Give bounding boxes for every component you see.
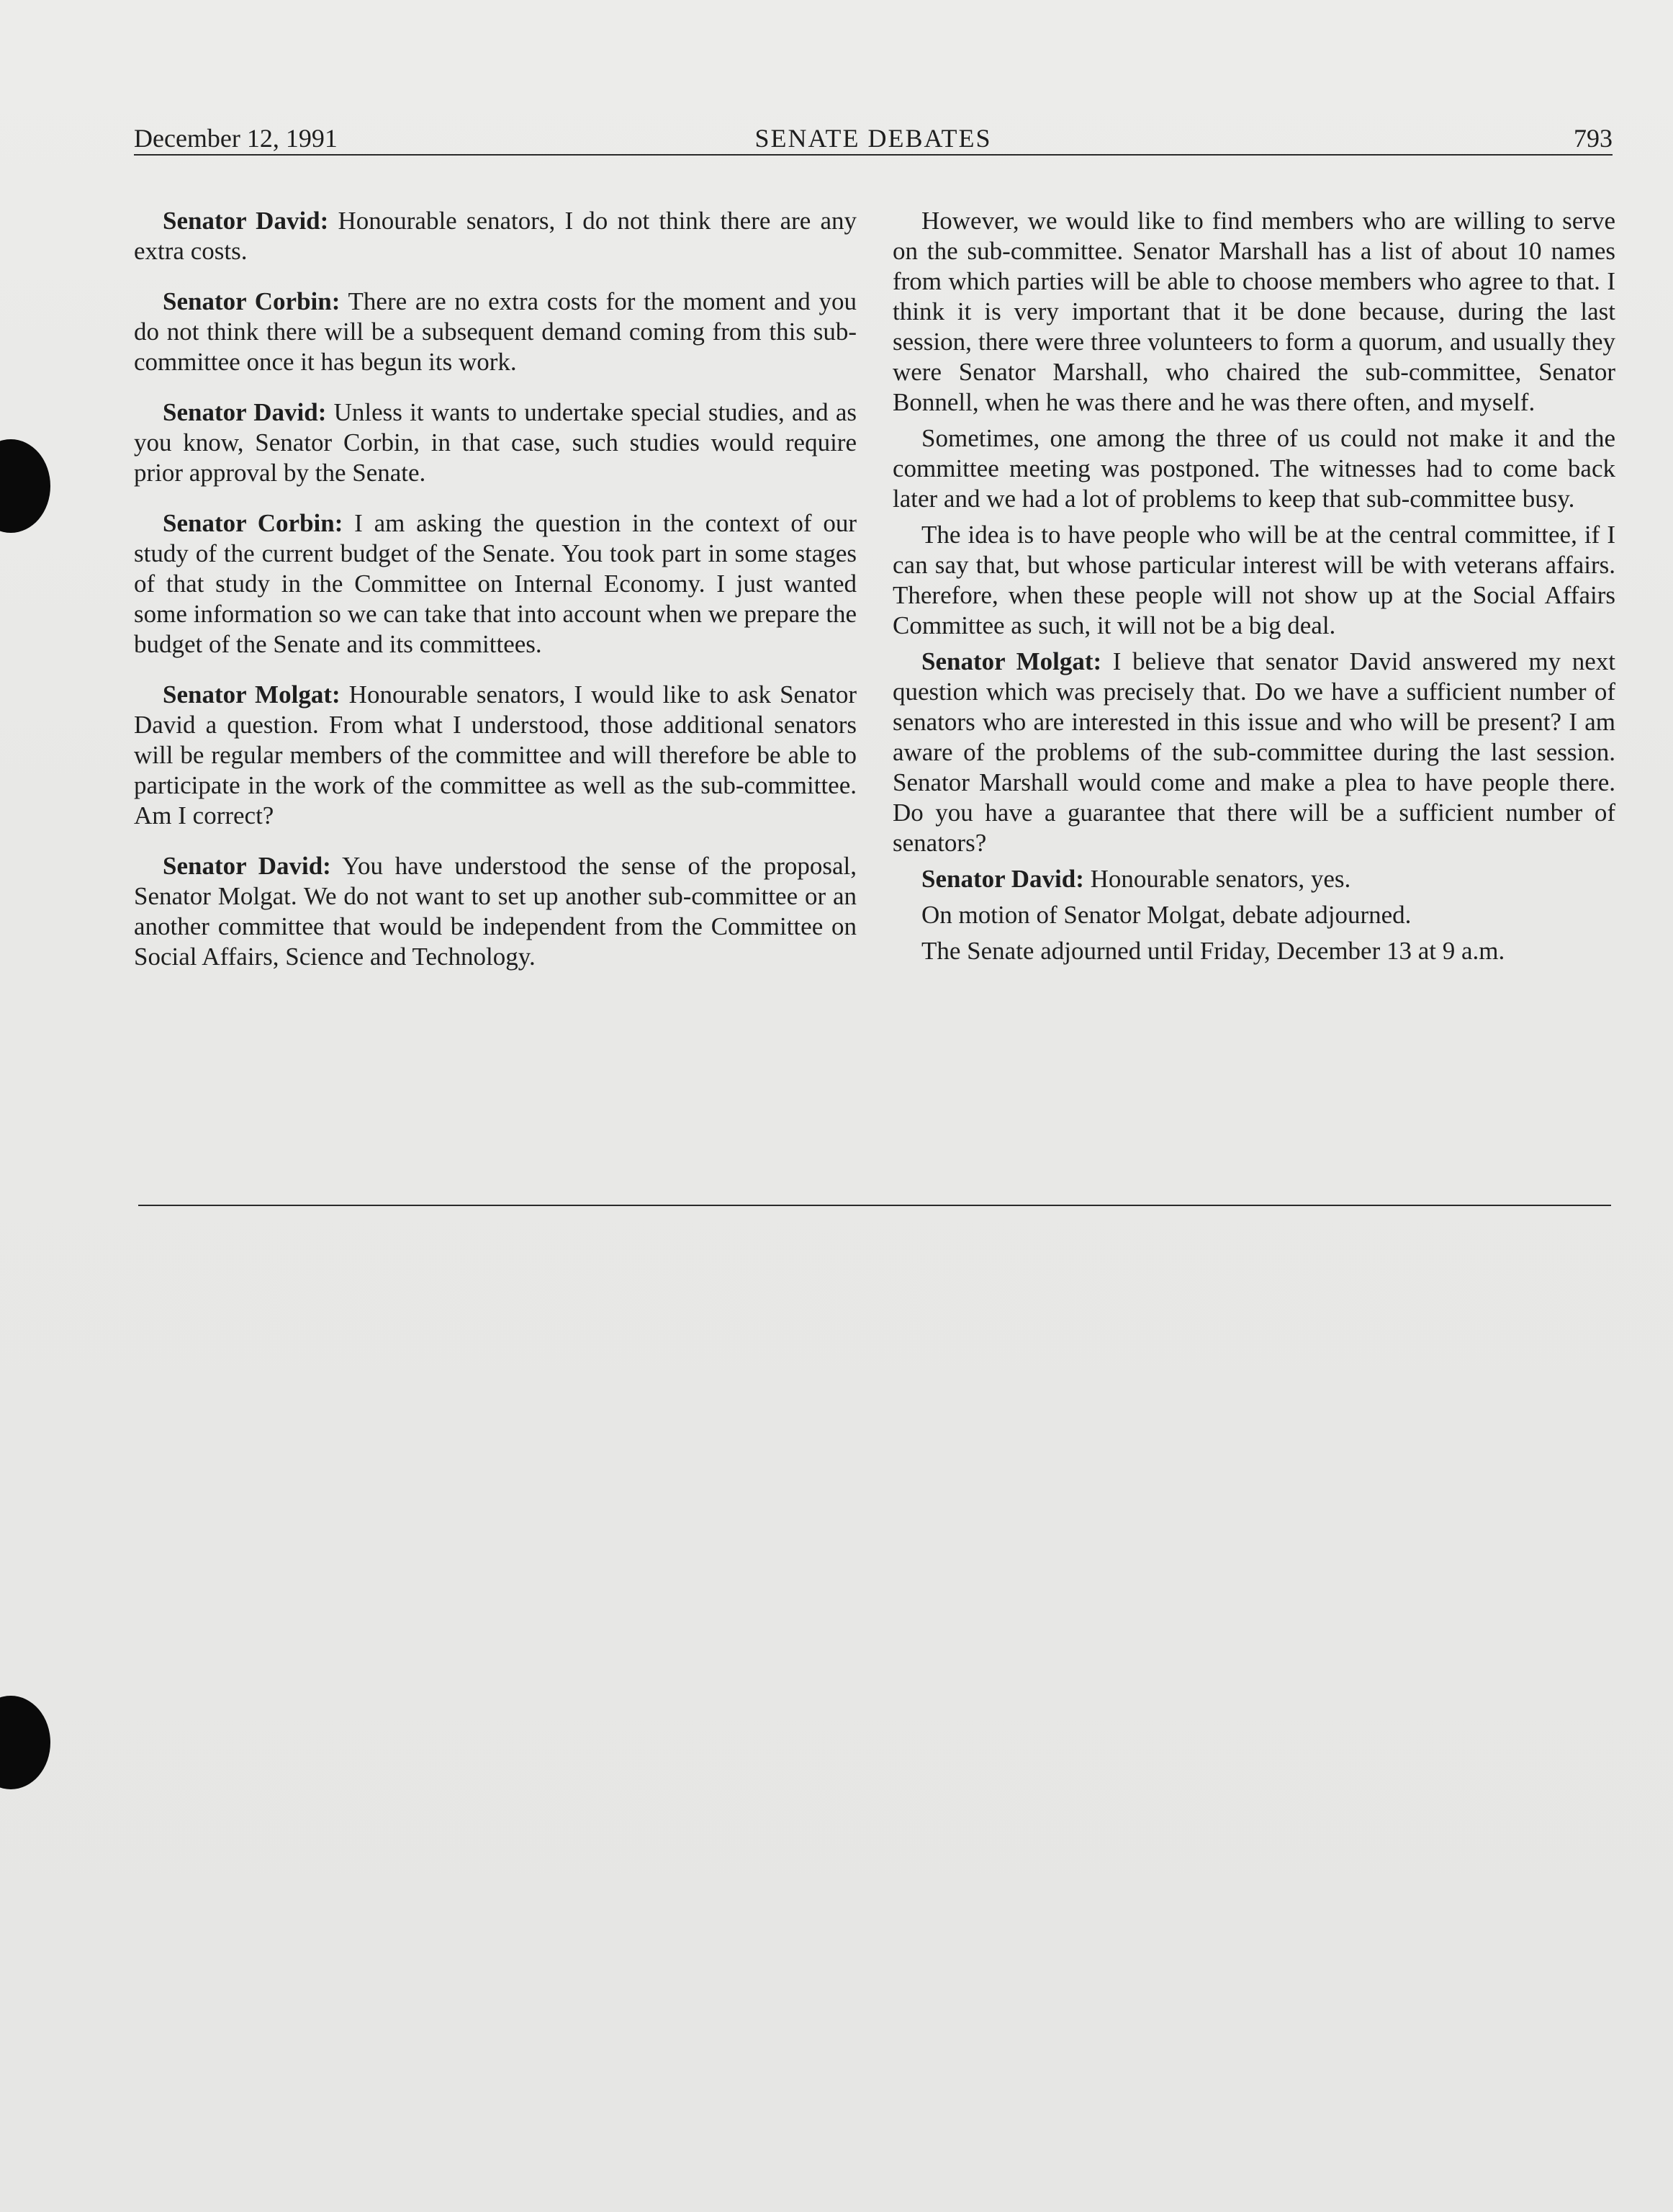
speaker-name: Senator Molgat:	[921, 647, 1102, 675]
binder-hole-bottom	[0, 1696, 50, 1789]
right-column	[893, 206, 1615, 972]
speaker-name: Senator David:	[921, 865, 1084, 893]
paragraph-text: There are no extra costs for the moment and you do not think there will be a subsequent demand coming from this sub-committee once it has begun its work.	[134, 287, 857, 376]
paragraph	[134, 287, 857, 377]
paragraph-text: Honourable senators, yes.	[1083, 865, 1351, 893]
paragraph-text: Honourable senators, I would like to ask Senator David a question. From what I understood, those additional senators will be regular members of the committee and will therefore be able to participate in the work of the committee as well as the sub-committee. Am I correct?	[134, 680, 857, 830]
paragraph-text: The Senate adjourned until Friday, December 13 at 9 a.m.	[921, 937, 1505, 965]
speaker-name: Senator Corbin:	[163, 509, 343, 537]
running-header	[134, 121, 1613, 156]
binder-hole-top	[0, 439, 50, 533]
header-date: December 12, 1991	[134, 124, 338, 153]
paragraph	[134, 206, 857, 266]
paragraph	[134, 851, 857, 972]
paragraph	[893, 936, 1615, 966]
paragraph	[134, 508, 857, 660]
paragraph	[893, 423, 1615, 514]
speaker-name: Senator David:	[163, 398, 327, 426]
paragraph-text: However, we would like to find members who are willing to serve on the sub-committee. Senator Marshall has a list of about 10 names from which parties will be able to choose members who agree to that. I think it is very important that it be done because, during the last session, there were three volunteers to form a quorum, and usually they were Senator Marshall, who chaired the sub-committee, Senator Bonnell, when he was there and he was there often, and myself.	[893, 207, 1615, 416]
speaker-name: Senator David:	[163, 852, 331, 880]
paragraph	[893, 520, 1615, 641]
paragraph-text: Unless it wants to undertake special studies, and as you know, Senator Corbin, in that case, such studies would require prior approval by the Senate.	[134, 398, 857, 487]
paragraph	[893, 647, 1615, 858]
speaker-name: Senator Molgat:	[163, 680, 341, 709]
speaker-name: Senator David:	[163, 207, 329, 235]
paragraph	[893, 900, 1615, 930]
header-rule	[134, 154, 1613, 156]
paragraph-text: The idea is to have people who will be at the central committee, if I can say that, but whose particular interest will be with veterans affairs. Therefore, when these people will not show up at the Social Affairs Committee as such, it will not be a big deal.	[893, 521, 1615, 639]
speaker-name: Senator Corbin:	[163, 287, 341, 315]
paragraph	[134, 397, 857, 488]
page-number: 793	[1574, 124, 1613, 153]
paragraph-text: I am asking the question in the context of our study of the current budget of the Senate. You took part in some stages of that study in the Committee on Internal Economy. I just wanted some information so we can take that into account when we prepare the budget of the Senate and its committees.	[134, 509, 857, 658]
end-rule	[138, 1205, 1611, 1206]
paragraph-text: On motion of Senator Molgat, debate adjourned.	[921, 901, 1412, 929]
paragraph	[134, 680, 857, 831]
paragraph	[893, 864, 1615, 894]
header-title: SENATE DEBATES	[754, 124, 992, 153]
paragraph-text: I believe that senator David answered my next question which was precisely that. Do we have a sufficient number of senators who are interested in this issue and who will be present? I am aware of the problems of the sub-committee during the last session. Senator Marshall would come and make a plea to have people there. Do you have a guarantee that there will be a sufficient number of senators?	[893, 647, 1615, 857]
paragraph-text: You have understood the sense of the proposal, Senator Molgat. We do not want to set up another sub-committee or an another committee that would be independent from the Committee on Social Affairs, Science and Technology.	[134, 852, 857, 971]
paragraph-text: Sometimes, one among the three of us could not make it and the committee meeting was postponed. The witnesses had to come back later and we had a lot of problems to keep that sub-committee busy.	[893, 424, 1615, 513]
left-column	[134, 206, 857, 992]
paragraph	[893, 206, 1615, 418]
paragraph-text: Honourable senators, I do not think there are any extra costs.	[134, 207, 857, 265]
